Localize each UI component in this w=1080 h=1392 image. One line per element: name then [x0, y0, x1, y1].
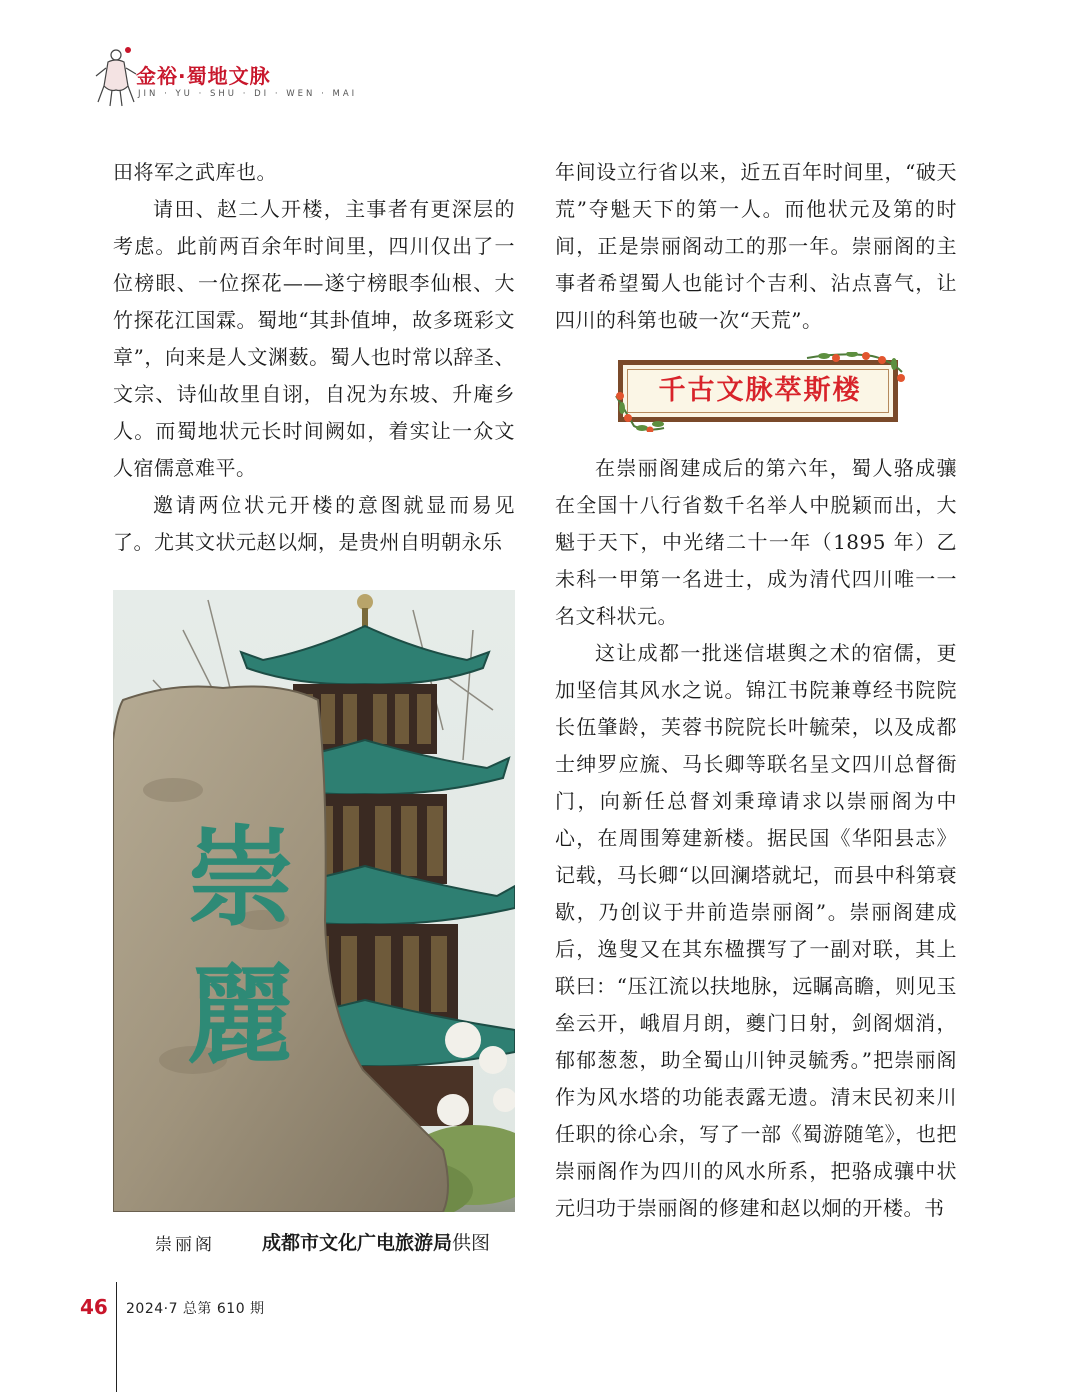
flower-vine-decoration-icon: [612, 352, 908, 432]
paragraph: 田将军之武库也。: [113, 160, 277, 184]
issue-info: 2024·7 总第 610 期: [126, 1301, 265, 1317]
chonglige-photo: [113, 590, 515, 1212]
stone-inscription: 崇麗: [168, 820, 294, 1096]
paragraph: 请田、赵二人开楼，主事者有更深层的考虑。此前两百余年时间里，四川仅出了一位榜眼、一位探花——遂宁榜眼李仙根、大竹探花江国霖。蜀地“其卦值坤，故多斑彩文章”，向来是人文渊薮。蜀人也时常以辞圣、文宗、诗仙故里自诩，自况为东坡、升庵乡人。而蜀地状元长时间阙如，着实让一众文人宿儒意难平。: [113, 197, 515, 480]
credit-suffix: 供图: [452, 1232, 491, 1254]
right-text-column-bottom: [555, 450, 957, 1227]
page-number: 46: [80, 1295, 108, 1319]
column-title: 金裕·蜀地文脉: [136, 64, 271, 88]
paragraph: 年间设立行省以来，近五百年时间里，“破天荒”夺魁天下的第一人。而他状元及第的时间，正是崇丽阁动工的那一年。崇丽阁的主事者希望蜀人也能讨个吉利、沾点喜气，让四川的科第也破一次“天荒”。: [555, 160, 957, 332]
right-text-column-top: [555, 154, 957, 339]
section-heading-text: 千古文脉萃斯楼: [658, 375, 862, 406]
page-header: [92, 42, 358, 112]
column-title-pinyin: JIN · YU · SHU · DI · WEN · MAI: [138, 89, 358, 99]
credit-organization: 成都市文化广电旅游局: [262, 1232, 453, 1254]
pavilion-and-stone-illustration: [113, 590, 515, 1212]
photo-caption: 崇丽阁: [155, 1235, 215, 1255]
paragraph: 邀请两位状元开楼的意图就显而易见了。尤其文状元赵以炯，是贵州自明朝永乐: [113, 493, 515, 554]
footer-divider: [116, 1282, 117, 1392]
photo-credit: [262, 1228, 490, 1255]
left-text-column: [113, 154, 515, 561]
section-heading: [612, 352, 908, 432]
paragraph: 这让成都一批迷信堪舆之术的宿儒，更加坚信其风水之说。锦江书院兼尊经书院院长伍肇龄，芙蓉书院院长叶毓荣，以及成都士绅罗应旒、马长卿等联名呈文四川总督衙门，向新任总督刘秉璋请求以崇丽阁为中心，在周围筹建新楼。据民国《华阳县志》记载，马长卿“以回澜塔就圮，而县中科第衰歇，乃创议于井前造崇丽阁”。崇丽阁建成后，逸叟又在其东楹撰写了一副对联，其上联曰：“压江流以扶地脉，远瞩高瞻，则见玉垒云开，峨眉月朗，夔门日射，剑阁烟消，郁郁葱葱，助全蜀山川钟灵毓秀。”把崇丽阁作为风水塔的功能表露无遗。清末民初来川任职的徐心余，写了一部《蜀游随笔》，也把崇丽阁作为四川的风水所系，把骆成骧中状元归功于崇丽阁的修建和赵以炯的开楼。书: [555, 641, 957, 1220]
paragraph: 在崇丽阁建成后的第六年，蜀人骆成骧在全国十八行省数千名举人中脱颖而出，大魁于天下，中光绪二十一年（1895 年）乙未科一甲第一名进士，成为清代四川唯一一名文科状元。: [555, 456, 957, 628]
scholar-figure-icon: [92, 46, 138, 108]
